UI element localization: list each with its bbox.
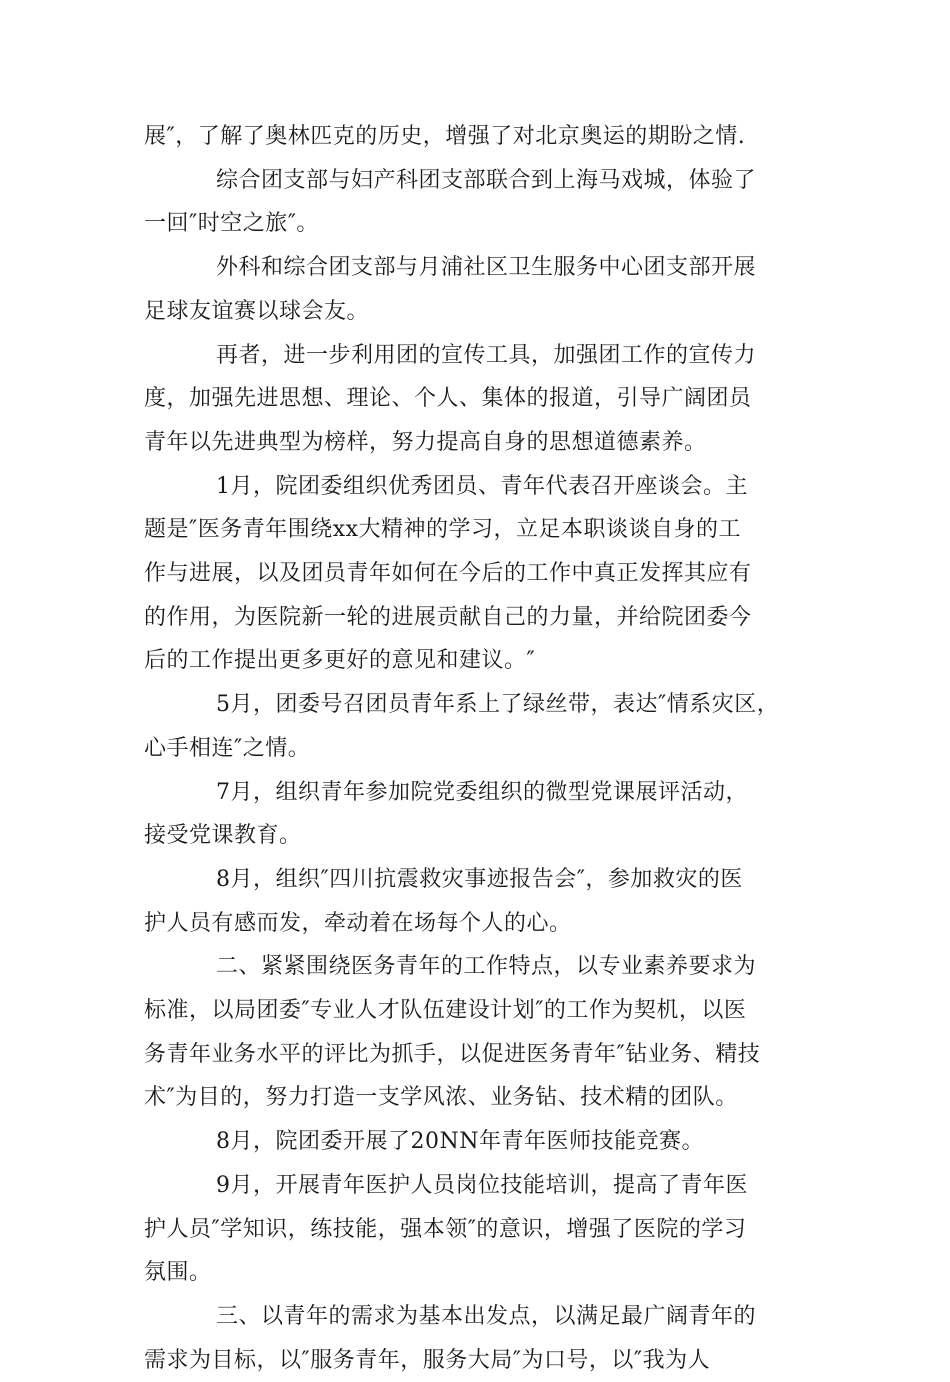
paragraph: 7月，组织青年参加院党委组织的微型党课展评活动， 接受党课教育。 [144, 779, 748, 849]
paragraph: 1月，院团委组织优秀团员、青年代表召开座谈会。主 题是″医务青年围绕xx大精神的学习，立足本职谈谈自身的工 作与进展，以及团员青年如何在今后的工作中真正发挥其应有 的作用，为医院新一轮的进展贡献自己的力量，并给院团委今 后的工作提出更多更好的意见和建议。″ [144, 473, 752, 674]
paragraph: 综合团支部与妇产科团支部联合到上海马戏城，体验了 一回″时空之旅″。 [144, 167, 757, 237]
paragraph: 9月，开展青年医护人员岗位技能培训，提高了青年医 护人员″学知识，练技能，强本领″的意识，增强了医院的学习 氛围。 [144, 1172, 748, 1286]
paragraph: 8月，组织″四川抗震救灾事迹报告会″，参加救灾的医 护人员有感而发，牵动着在场每个人的心。 [144, 866, 743, 936]
paragraph: 三、以青年的需求为基本出发点，以满足最广阔青年的 需求为目标，以″服务青年，服务大局″为口号，以″我为人 [144, 1303, 757, 1373]
paragraph-continuation: 展″，了解了奥林匹克的历史，增强了对北京奥运的期盼之情. [144, 124, 746, 149]
paragraph: 二、紧紧围绕医务青年的工作特点，以专业素养要求为 标准，以局团委″专业人才队伍建设计划″的工作为契机，以医 务青年业务水平的评比为抓手，以促进医务青年″钻业务、精技 术″为目的，努力打造一支学风浓、业务钻、技术精的团队。 [144, 954, 761, 1111]
paragraph: 外科和综合团支部与月浦社区卫生服务中心团支部开展 足球友谊赛以球会友。 [144, 255, 757, 324]
paragraph: 8月，院团委开展了20NN年青年医师技能竞赛。 [216, 1129, 704, 1155]
paragraph: 再者，进一步利用团的宣传工具，加强团工作的宣传力 度，加强先进思想、理论、个人、集体的报道，引导广阔团员 青年以先进典型为榜样，努力提高自身的思想道德素养。 [144, 342, 757, 455]
paragraph: 5月，团委号召团员青年系上了绿丝带，表达″情系灾区， 心手相连″之情。 [144, 692, 780, 761]
document-body [144, 115, 814, 1382]
